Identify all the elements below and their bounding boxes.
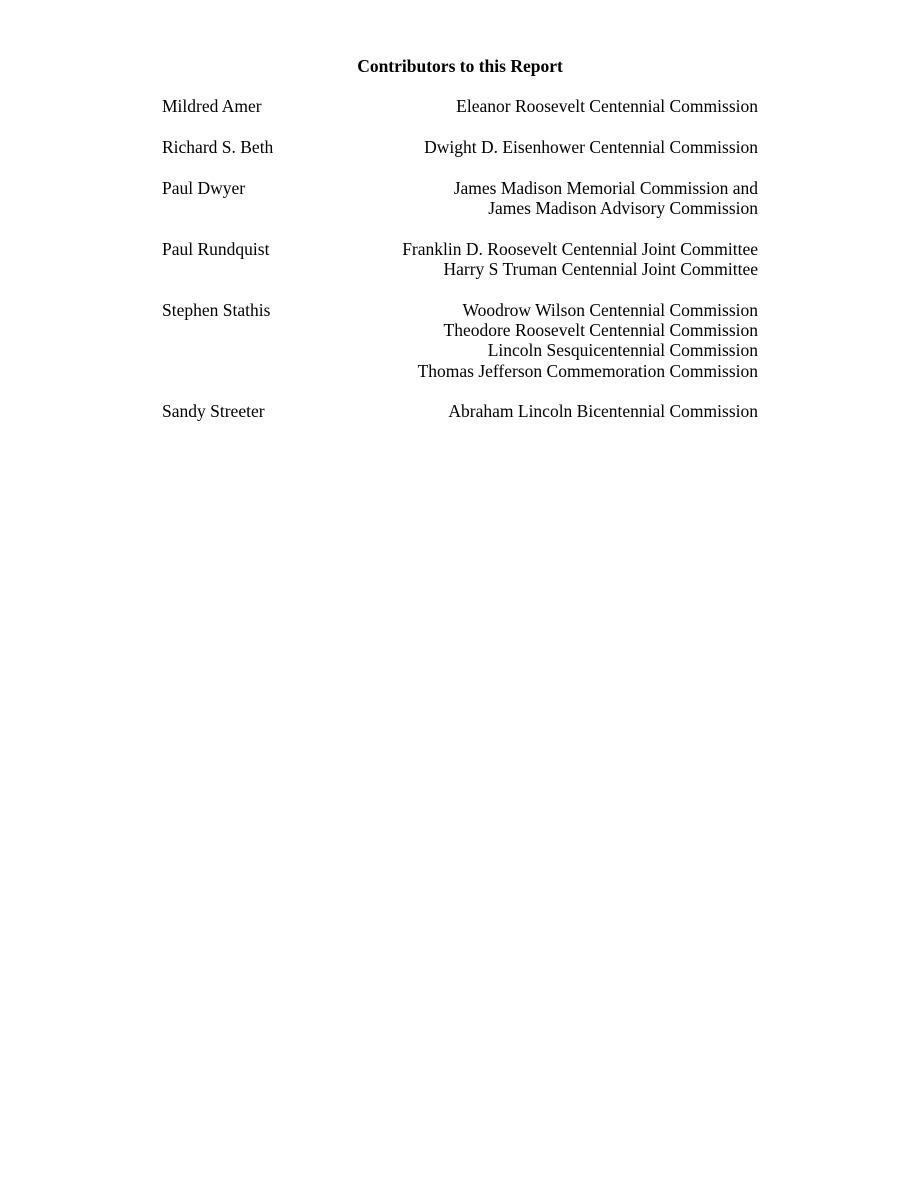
contributor-name: Mildred Amer — [162, 96, 262, 116]
commission-list — [456, 96, 758, 116]
commission-list — [448, 401, 758, 421]
commission-name: Thomas Jefferson Commemoration Commission — [417, 360, 758, 381]
commission-name: Franklin D. Roosevelt Centennial Joint Committee — [402, 238, 758, 259]
commission-name: Dwight D. Eisenhower Centennial Commission — [424, 136, 758, 157]
page-title: Contributors to this Report — [357, 56, 563, 76]
contributor-list — [162, 96, 758, 442]
commission-name: Eleanor Roosevelt Centennial Commission — [456, 96, 758, 116]
commission-name: James Madison Advisory Commission — [488, 197, 758, 218]
commission-name: Abraham Lincoln Bicentennial Commission — [448, 401, 758, 422]
commission-list — [402, 239, 758, 280]
commission-name: Theodore Roosevelt Centennial Commission — [443, 320, 758, 341]
contributor-name: Paul Rundquist — [162, 238, 270, 259]
commission-list — [454, 178, 758, 219]
commission-name: James Madison Memorial Commission and — [453, 177, 758, 198]
contributor-entry — [162, 96, 758, 116]
contributor-name: Richard S. Beth — [162, 136, 274, 157]
commission-name: Lincoln Sesquicentennial Commission — [487, 340, 758, 361]
commission-list — [424, 137, 758, 157]
contributor-entry — [162, 300, 758, 381]
contributor-entry — [162, 401, 758, 421]
contributor-entry — [162, 137, 758, 157]
commission-name: Woodrow Wilson Centennial Commission — [462, 299, 758, 320]
commission-list — [418, 300, 758, 381]
contributor-name: Stephen Stathis — [162, 299, 271, 320]
contributor-entry — [162, 178, 758, 219]
contributor-name: Paul Dwyer — [162, 177, 246, 198]
commission-name: Harry S Truman Centennial Joint Committee — [443, 258, 758, 279]
contributor-entry — [162, 239, 758, 280]
contributor-name: Sandy Streeter — [162, 401, 265, 422]
